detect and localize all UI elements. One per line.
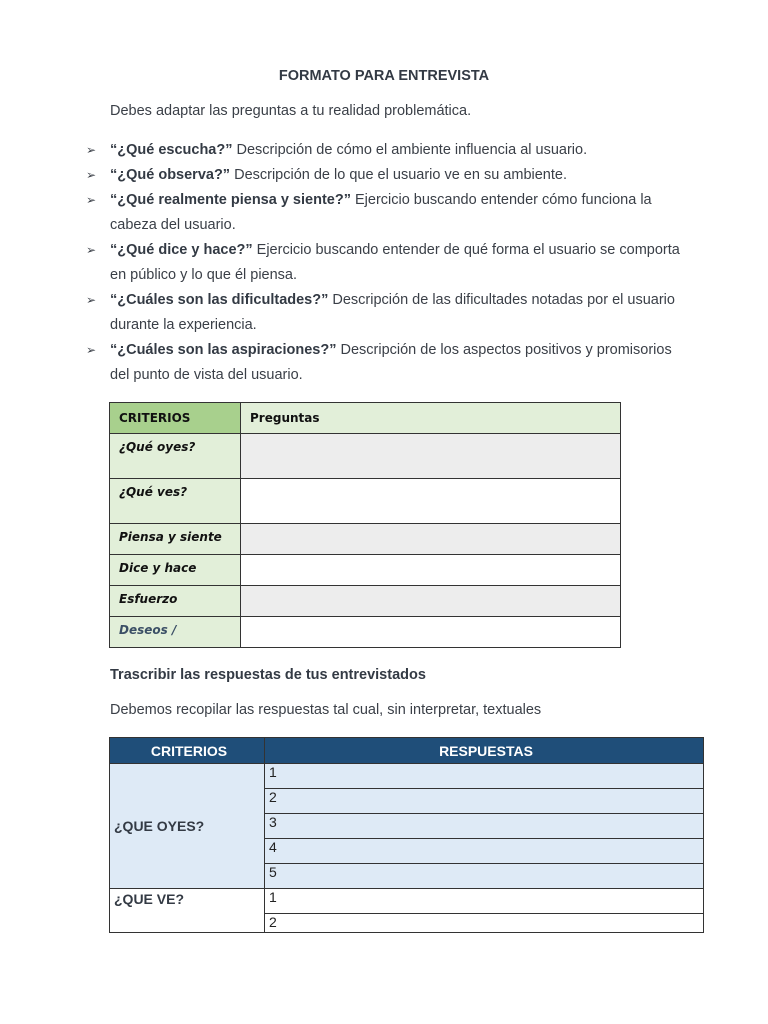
list-item bbox=[86, 138, 686, 163]
question-cell[interactable] bbox=[241, 479, 621, 524]
criteria-label: ¿Qué oyes? bbox=[110, 434, 241, 479]
bullet-text: Ejercicio buscando entender de qué forma el usuario se comporta en público y lo que él piensa. bbox=[110, 242, 680, 283]
arrow-bullet-icon: ➢ bbox=[86, 168, 97, 182]
criteria-label: Esfuerzo bbox=[110, 586, 241, 617]
list-item bbox=[86, 288, 686, 338]
header-respuestas: RESPUESTAS bbox=[265, 738, 704, 764]
criteria-label: Piensa y siente bbox=[110, 524, 241, 555]
response-cell[interactable]: 2 bbox=[265, 914, 704, 933]
bullet-question: “¿Cuáles son las aspiraciones?” bbox=[110, 342, 337, 358]
criteria-label: ¿QUE VE? bbox=[110, 889, 265, 933]
question-cell[interactable] bbox=[241, 617, 621, 648]
header-preguntas: Preguntas bbox=[241, 403, 621, 434]
response-cell[interactable]: 2 bbox=[265, 789, 704, 814]
arrow-bullet-icon: ➢ bbox=[86, 293, 97, 307]
bullet-list bbox=[86, 138, 686, 388]
question-cell[interactable] bbox=[241, 555, 621, 586]
arrow-bullet-icon: ➢ bbox=[86, 243, 97, 257]
list-item bbox=[86, 338, 686, 388]
question-cell[interactable] bbox=[241, 524, 621, 555]
bullet-question: “¿Cuáles son las dificultades?” bbox=[110, 292, 329, 308]
header-criterios: CRITERIOS bbox=[110, 403, 241, 434]
question-cell[interactable] bbox=[241, 586, 621, 617]
bullet-text: Descripción de lo que el usuario ve en su ambiente. bbox=[230, 167, 567, 183]
table-row bbox=[110, 479, 621, 524]
table-row bbox=[110, 889, 704, 914]
table-row bbox=[110, 586, 621, 617]
response-cell[interactable]: 4 bbox=[265, 839, 704, 864]
page-title: FORMATO PARA ENTREVISTA bbox=[278, 68, 490, 84]
responses-table bbox=[109, 737, 704, 933]
table-row bbox=[110, 617, 621, 648]
section-heading: Trascribir las respuestas de tus entrevistados bbox=[110, 667, 426, 683]
bullet-question: “¿Qué realmente piensa y siente?” bbox=[110, 192, 351, 208]
bullet-question: “¿Qué observa?” bbox=[110, 167, 231, 183]
table-row bbox=[110, 434, 621, 479]
table-row bbox=[110, 524, 621, 555]
bullet-question: “¿Qué escucha?” bbox=[110, 142, 233, 158]
response-cell[interactable]: 1 bbox=[265, 764, 704, 789]
arrow-bullet-icon: ➢ bbox=[86, 193, 97, 207]
arrow-bullet-icon: ➢ bbox=[86, 143, 97, 157]
question-cell[interactable] bbox=[241, 434, 621, 479]
list-item bbox=[86, 188, 686, 238]
arrow-bullet-icon: ➢ bbox=[86, 343, 97, 357]
table-row bbox=[110, 555, 621, 586]
response-cell[interactable]: 5 bbox=[265, 864, 704, 889]
bullet-text: Ejercicio buscando entender cómo funciona la cabeza del usuario. bbox=[110, 192, 652, 233]
bullet-text: Descripción de cómo el ambiente influencia al usuario. bbox=[232, 142, 588, 158]
bullet-text: Descripción de las dificultades notadas por el usuario durante la experiencia. bbox=[110, 292, 675, 333]
table-header-row bbox=[110, 738, 704, 764]
criteria-label: Dice y hace bbox=[110, 555, 241, 586]
response-cell[interactable]: 3 bbox=[265, 814, 704, 839]
criteria-label: ¿QUE OYES? bbox=[110, 764, 265, 889]
table-row bbox=[110, 764, 704, 789]
criteria-label: Deseos / bbox=[110, 617, 241, 648]
criteria-questions-table bbox=[109, 402, 621, 648]
intro-text: Debes adaptar las preguntas a tu realidad problemática. bbox=[110, 103, 472, 119]
header-criterios: CRITERIOS bbox=[110, 738, 265, 764]
bullet-text: Descripción de los aspectos positivos y promisorios del punto de vista del usuario. bbox=[110, 342, 672, 383]
table-header-row bbox=[110, 403, 621, 434]
criteria-label: ¿Qué ves? bbox=[110, 479, 241, 524]
section-description: Debemos recopilar las respuestas tal cual, sin interpretar, textuales bbox=[110, 702, 542, 718]
bullet-question: “¿Qué dice y hace?” bbox=[110, 242, 253, 258]
response-cell[interactable]: 1 bbox=[265, 889, 704, 914]
list-item bbox=[86, 163, 686, 188]
list-item bbox=[86, 238, 686, 288]
